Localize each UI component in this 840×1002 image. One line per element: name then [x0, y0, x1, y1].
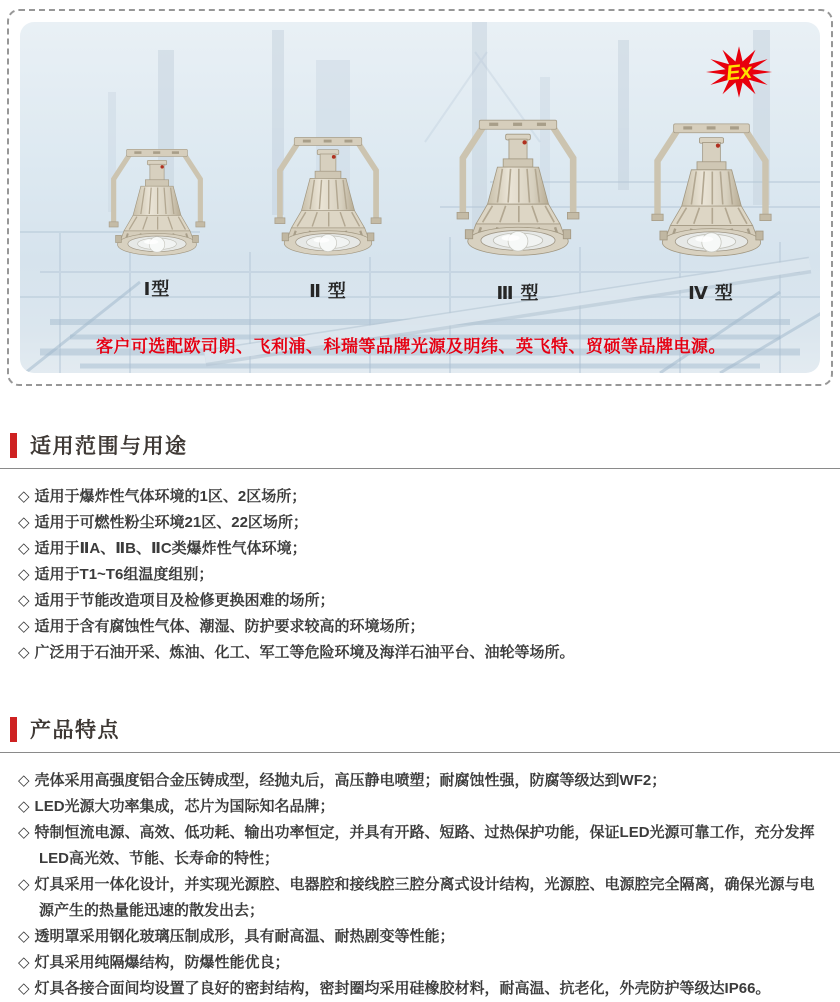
junction-box: [315, 150, 341, 179]
diamond-bullet-icon: ◇: [18, 540, 30, 557]
list-item: [18, 872, 828, 924]
list-item-text: 适用于T1~T6组温度组别；: [34, 566, 214, 583]
list-item: [18, 820, 828, 872]
lamp-rim-and-glass: [659, 228, 762, 255]
list-item: [18, 794, 828, 820]
lamp-rim-and-glass: [282, 231, 374, 255]
finned-housing: [471, 167, 565, 237]
list-item-text: 灯具采用纯隔爆结构，防爆性能优良；: [34, 954, 290, 971]
list-item: [18, 562, 828, 588]
lamp-figure: [631, 111, 791, 305]
lamp-figure: [438, 107, 598, 305]
diamond-bullet-icon: ◇: [18, 592, 30, 609]
list-item-text: 灯具采用一体化设计，并实现光源腔、电器腔和接线腔三腔分离式设计结构，光源腔、电源腔完全隔离，确保光源与电源产生的热量能迅速的散发出去；: [34, 876, 815, 919]
list-item: [18, 588, 828, 614]
lamp-type-label: Ⅲ 型: [496, 283, 540, 303]
lamp-rim-and-glass: [116, 233, 199, 255]
list-item-text: 壳体采用高强度铝合金压铸成型，经抛丸后，高压静电喷塑；耐腐蚀性强，防腐等级达到WF2；: [34, 772, 667, 789]
list-item-text: 适用于可燃性粉尘环境21区、22区场所；: [34, 514, 308, 531]
list-item: [18, 510, 828, 536]
section-title: 产品特点: [30, 719, 120, 742]
diamond-bullet-icon: ◇: [18, 488, 30, 505]
list-item: [18, 536, 828, 562]
product-photo: [20, 22, 820, 373]
lamp-type-label: Ⅰ型: [143, 279, 171, 299]
lamp-type-label: Ⅳ 型: [688, 283, 734, 303]
diamond-bullet-icon: ◇: [18, 876, 30, 893]
finned-housing: [665, 170, 757, 238]
finned-housing: [287, 179, 369, 240]
junction-box: [145, 160, 168, 186]
section-header: [0, 714, 840, 753]
diamond-bullet-icon: ◇: [18, 514, 30, 531]
list-item-text: 适用于ⅡA、ⅡB、ⅡC类爆炸性气体环境；: [34, 540, 307, 557]
lamp-figure: [77, 139, 237, 301]
list-item-text: 适用于含有腐蚀性气体、潮湿、防护要求较高的环境场所；: [34, 618, 425, 635]
product-photo-frame: [7, 9, 833, 386]
junction-box: [696, 137, 725, 169]
section-product-features: [0, 714, 840, 1002]
list-item-text: 透明罩采用钢化玻璃压制成形，具有耐高温、耐热剧变等性能；: [34, 928, 455, 945]
explosion-proof-lamp-image: [267, 126, 389, 270]
diamond-bullet-icon: ◇: [18, 928, 30, 945]
ex-badge-text: Ex: [725, 59, 754, 86]
explosion-proof-lamp-image: [448, 107, 588, 272]
section-header: [0, 430, 840, 469]
diamond-bullet-icon: ◇: [18, 798, 30, 815]
list-item: [18, 768, 828, 794]
section-application-scope: [0, 430, 840, 666]
list-item: [18, 614, 828, 640]
list-item: [18, 976, 828, 1002]
list-item-text: 适用于爆炸性气体环境的1区、2区场所；: [34, 488, 307, 505]
red-bar-icon: [10, 433, 17, 458]
list-item: [18, 484, 828, 510]
diamond-bullet-icon: ◇: [18, 618, 30, 635]
lamp-rim-and-glass: [465, 228, 570, 256]
brand-note-text: 客户可选配欧司朗、飞利浦、科瑞等品牌光源及明纬、英飞特、贸硕等品牌电源。: [96, 337, 726, 356]
diamond-bullet-icon: ◇: [18, 980, 30, 997]
ex-explosion-proof-badge: [696, 34, 782, 110]
diamond-bullet-icon: ◇: [18, 644, 30, 661]
product-features-list: [0, 768, 840, 1002]
diamond-bullet-icon: ◇: [18, 566, 30, 583]
diamond-bullet-icon: ◇: [18, 824, 30, 841]
list-item: [18, 950, 828, 976]
list-item-text: 适用于节能改造项目及检修更换困难的场所；: [34, 592, 335, 609]
explosion-proof-lamp-image: [643, 111, 780, 272]
diamond-bullet-icon: ◇: [18, 772, 30, 789]
red-bar-icon: [10, 717, 17, 742]
finned-housing: [120, 186, 194, 241]
list-item-text: 灯具各接合面间均设置了良好的密封结构，密封圈均采用硅橡胶材料，耐高温、抗老化，外壳防护等级达IP66。: [34, 980, 771, 997]
list-item-text: LED光源大功率集成，芯片为国际知名品牌；: [34, 798, 335, 815]
section-title: 适用范围与用途: [30, 435, 188, 458]
lamp-figure: [248, 126, 408, 303]
list-item-text: 特制恒流电源、高效、低功耗、输出功率恒定，并具有开路、短路、过热保护功能，保证LED光源可靠工作，充分发挥LED高光效、节能、长寿命的特性；: [34, 824, 815, 867]
lamp-type-label: Ⅱ 型: [309, 281, 347, 301]
application-scope-list: [0, 484, 840, 666]
explosion-proof-lamp-image: [102, 139, 212, 268]
list-item: [18, 640, 828, 666]
list-item-text: 广泛用于石油开采、炼油、化工、军工等危险环境及海洋石油平台、油轮等场所。: [34, 644, 575, 661]
junction-box: [503, 134, 533, 167]
diamond-bullet-icon: ◇: [18, 954, 30, 971]
list-item: [18, 924, 828, 950]
